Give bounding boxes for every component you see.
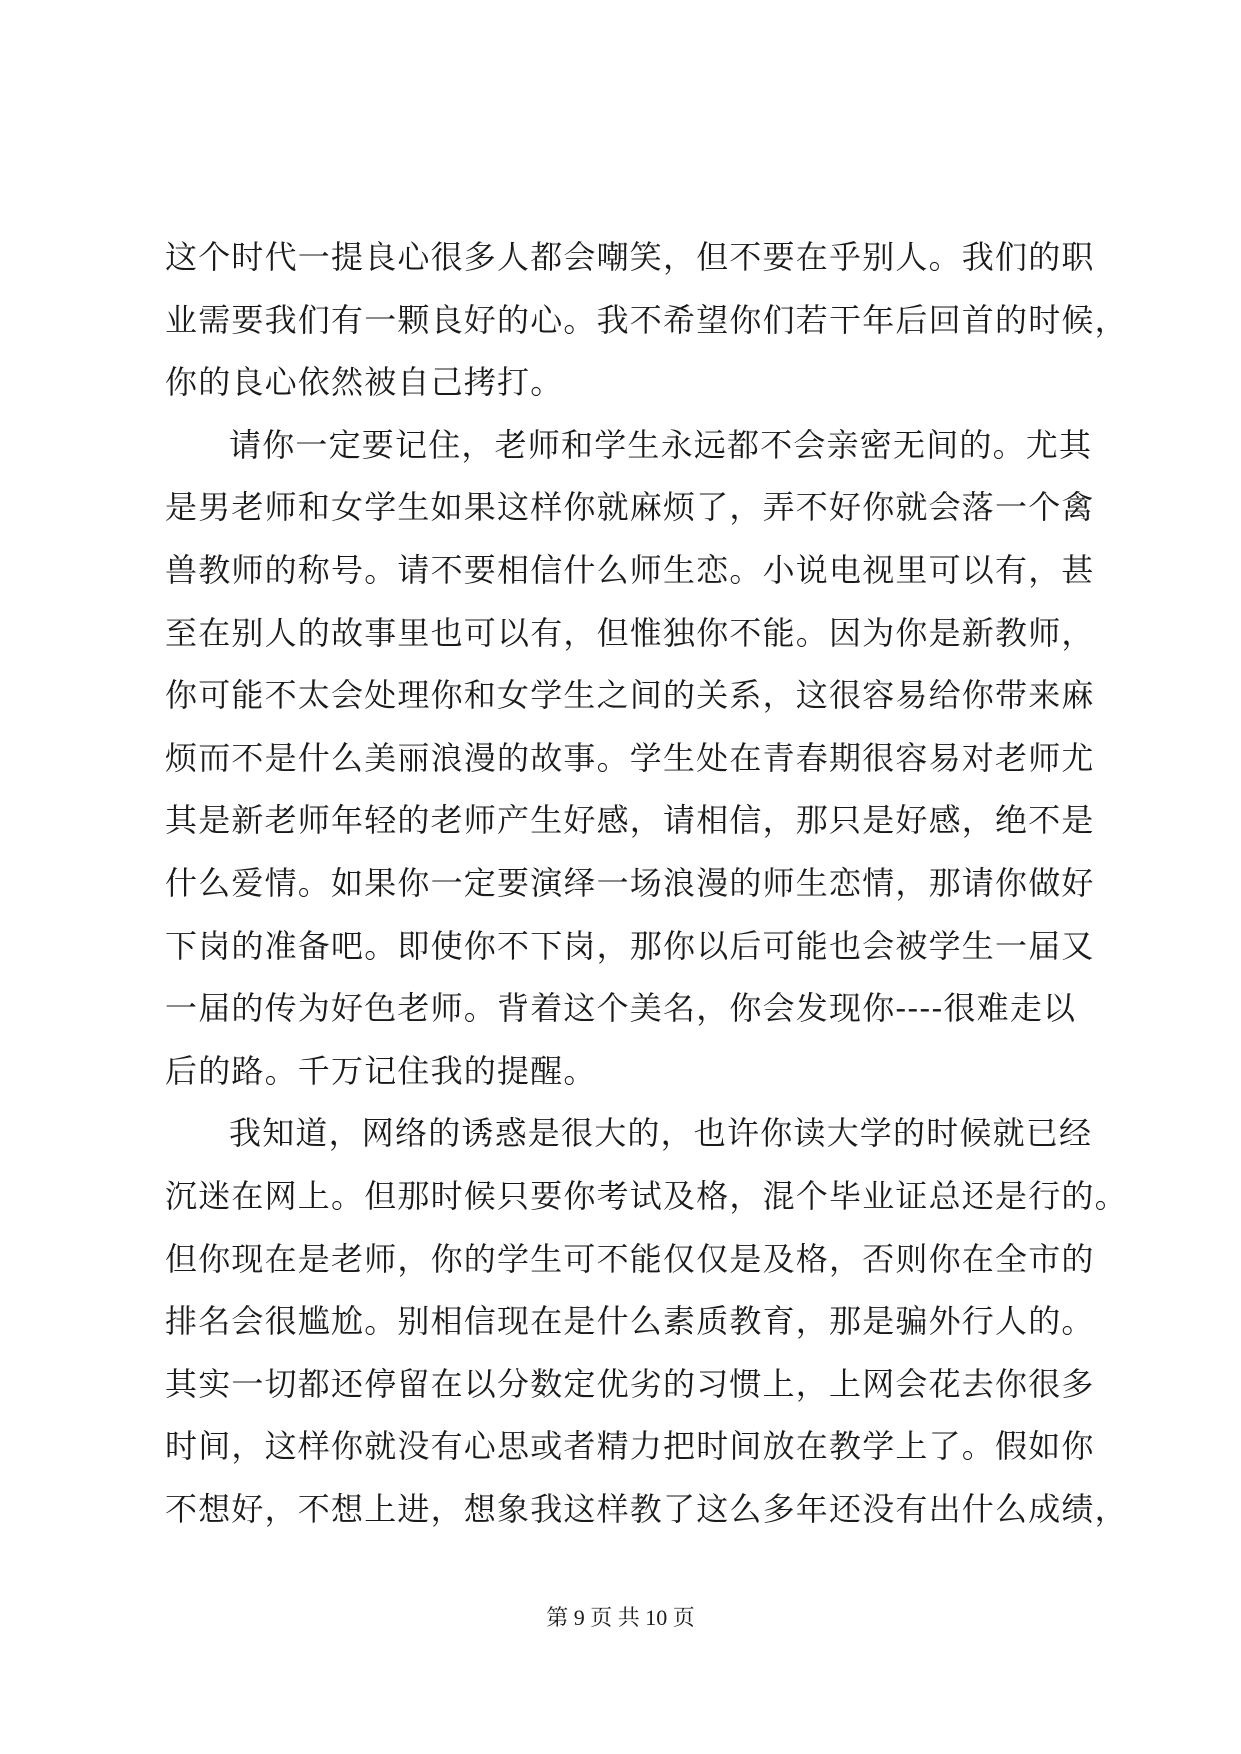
text-line: 其是新老师年轻的老师产生好感，请相信，那只是好感，绝不是 xyxy=(165,801,1095,840)
text-line: 这个时代一提良心很多人都会嘲笑，但不要在乎别人。我们的职 xyxy=(165,238,1095,276)
text-line: 排名会很尴尬。别相信现在是什么素质教育，那是骗外行人的。 xyxy=(165,1302,1095,1341)
text-line: 业需要我们有一颗良好的心。我不希望你们若干年后回首的时候， xyxy=(165,300,1128,339)
text-line: 时间，这样你就没有心思或者精力把时间放在教学上了。假如你 xyxy=(165,1427,1095,1466)
page-footer: 第 9 页 共 10 页 xyxy=(546,1605,695,1630)
text-line: 烦而不是什么美丽浪漫的故事。学生处在青春期很容易对老师尤 xyxy=(165,738,1095,777)
paragraph xyxy=(165,1102,1128,1540)
text-line: 一届的传为好色老师。背着这个美名，你会发现你----很难走以 xyxy=(165,989,1077,1028)
document-body xyxy=(165,226,1128,1540)
text-line: 你可能不太会处理你和女学生之间的关系，这很容易给你带来麻 xyxy=(165,676,1095,715)
text-line: 但你现在是老师，你的学生可不能仅仅是及格，否则你在全市的 xyxy=(165,1239,1095,1278)
text-line: 其实一切都还停留在以分数定优劣的习惯上，上网会花去你很多 xyxy=(165,1364,1095,1403)
text-line: 什么爱情。如果你一定要演绎一场浪漫的师生恋情，那请你做好 xyxy=(165,863,1095,902)
text-line: 我知道，网络的诱惑是很大的，也许你读大学的时候就已经 xyxy=(229,1114,1093,1153)
text-line: 你的良心依然被自己拷打。 xyxy=(165,363,564,402)
text-line: 兽教师的称号。请不要相信什么师生恋。小说电视里可以有，甚 xyxy=(165,550,1095,589)
text-line: 不想好，不想上进，想象我这样教了这么多年还没有出什么成绩， xyxy=(165,1489,1128,1528)
text-line: 是男老师和女学生如果这样你就麻烦了，弄不好你就会落一个禽 xyxy=(165,488,1095,527)
paragraph xyxy=(165,226,1128,414)
paragraph xyxy=(165,414,1105,1103)
text-line: 下岗的准备吧。即使你不下岗，那你以后可能也会被学生一届又 xyxy=(165,926,1095,965)
text-line: 沉迷在网上。但那时候只要你考试及格，混个毕业证总还是行的。 xyxy=(165,1176,1128,1215)
text-line: 至在别人的故事里也可以有，但惟独你不能。因为你是新教师， xyxy=(165,613,1095,652)
text-line: 请你一定要记住，老师和学生永远都不会亲密无间的。尤其 xyxy=(229,425,1093,464)
text-line: 后的路。千万记住我的提醒。 xyxy=(165,1051,597,1090)
